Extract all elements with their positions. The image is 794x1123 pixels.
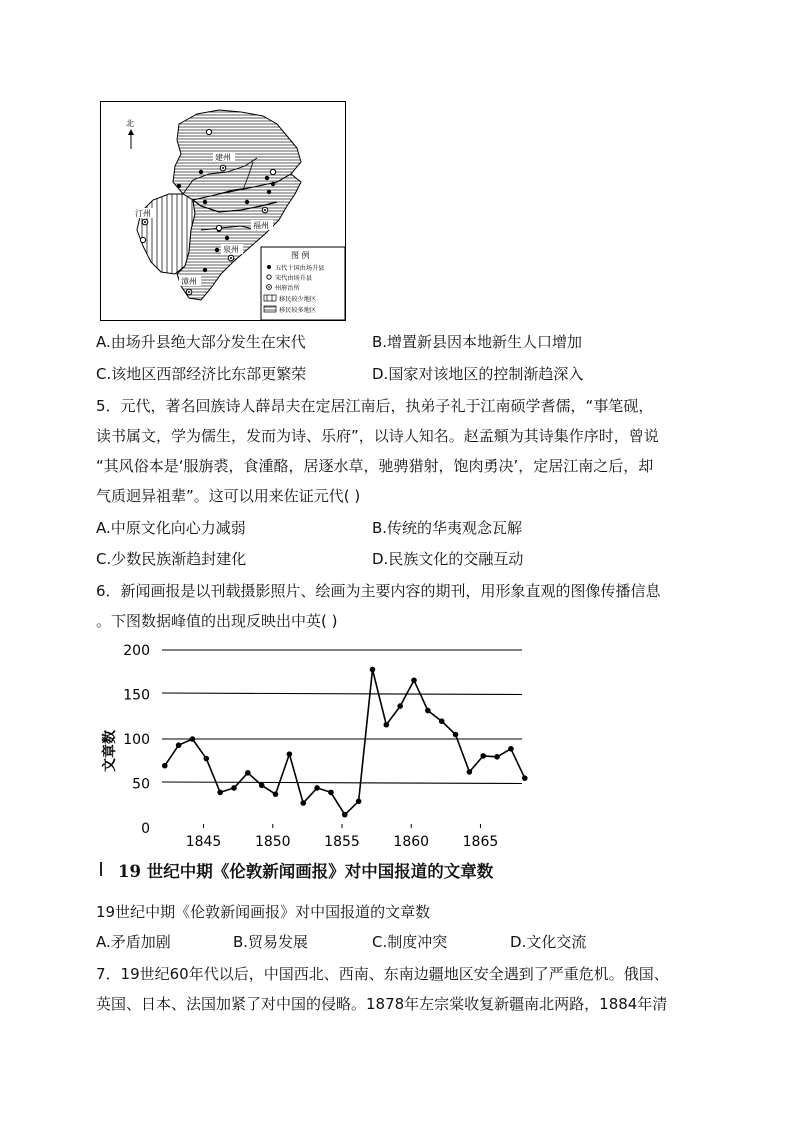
q6-stem-line2: 。下图数据峰值的出现反映出中英( ) bbox=[96, 612, 338, 630]
data-point bbox=[384, 722, 390, 728]
q6-stem-line1: 6．新闻画报是以刊载摄影照片、绘画为主要内容的期刊，用形象直观的图像传播信息 bbox=[96, 582, 661, 600]
data-point bbox=[508, 746, 514, 752]
y-tick-label: 0 bbox=[141, 821, 150, 837]
data-point bbox=[204, 756, 210, 762]
map-legend bbox=[261, 247, 345, 320]
data-point bbox=[467, 769, 473, 775]
legend-item: 宋代由场升县 bbox=[275, 275, 313, 282]
data-point bbox=[425, 708, 431, 714]
legend-filled-dot-icon bbox=[267, 265, 271, 269]
y-axis-label: 文章数 bbox=[102, 730, 118, 772]
grid-line bbox=[162, 693, 522, 695]
q5-stem-line3: “其风俗本是‘服旃裘，食湩酪，居逐水草，驰骋猎射，饱肉勇决’，定居江南之后，却 bbox=[96, 457, 654, 475]
q6-figure-caption: 19世纪中期《伦敦新闻画报》对中国报道的文章数 bbox=[96, 903, 431, 921]
q6-option-b: B.贸易发展 bbox=[233, 933, 309, 951]
y-tick-label: 100 bbox=[123, 732, 150, 748]
legend-vstripe-swatch bbox=[264, 295, 276, 301]
label-fuzhou: 福州 bbox=[253, 221, 269, 230]
q4-option-c: C.该地区西部经济比东部更繁荣 bbox=[96, 365, 307, 383]
label-zhangzhou: 漳州 bbox=[181, 277, 197, 286]
data-point bbox=[328, 790, 334, 796]
y-tick-label: 200 bbox=[123, 643, 150, 659]
label-tingzhou: 汀州 bbox=[135, 209, 151, 218]
q4-option-a: A.由场升县绝大部分发生在宋代 bbox=[96, 333, 306, 351]
data-point bbox=[370, 667, 376, 673]
data-point bbox=[162, 763, 168, 769]
data-point bbox=[453, 732, 459, 738]
data-point bbox=[356, 799, 362, 805]
legend-hstripe-swatch bbox=[264, 306, 276, 312]
legend-item: 州府治所 bbox=[275, 285, 300, 292]
north-arrow-icon bbox=[128, 129, 134, 149]
data-point bbox=[287, 751, 293, 757]
legend-item: 移民较少地区 bbox=[279, 296, 317, 303]
label-jianzhou: 建州 bbox=[215, 153, 231, 162]
q5-stem-line2: 读书属文，学为儒生，发而为诗、乐府”，以诗人知名。赵孟頫为其诗集作序时，曾说 bbox=[96, 427, 659, 445]
q7-stem-line1: 7．19世纪60年代以后，中国西北、西南、东南边疆地区安全遇到了严重危机。俄国、 bbox=[96, 965, 669, 983]
q6-option-d: D.文化交流 bbox=[510, 933, 587, 951]
chart-title: 19 世纪中期《伦敦新闻画报》对中国报道的文章数 bbox=[118, 862, 494, 881]
x-tick-label: 1845 bbox=[185, 834, 222, 846]
data-point bbox=[176, 742, 182, 748]
x-tick-label: 1850 bbox=[254, 834, 291, 846]
data-point bbox=[439, 718, 445, 724]
y-tick-label: 50 bbox=[132, 776, 150, 793]
x-tick-label: 1865 bbox=[462, 834, 499, 846]
caption-marker bbox=[100, 862, 102, 876]
q5-stem-line1: 5．元代，著名回族诗人薛昂夫在定居江南后，执弟子礼于江南硕学耆儒，“事笔砚， bbox=[96, 397, 654, 415]
data-point bbox=[494, 754, 500, 760]
north-label: 北 bbox=[126, 119, 134, 128]
q6-option-a: A.矛盾加剧 bbox=[96, 933, 171, 951]
q7-stem-line2: 英国、日本、法国加紧了对中国的侵略。1878年左宗棠收复新疆南北两路，1884年清 bbox=[96, 995, 668, 1013]
data-point bbox=[522, 775, 528, 781]
q5-option-a: A.中原文化向心力减弱 bbox=[96, 519, 246, 537]
map-graphic bbox=[101, 102, 345, 320]
data-point bbox=[273, 791, 279, 797]
fujian-map-figure bbox=[100, 101, 346, 321]
data-point bbox=[245, 770, 251, 776]
data-point bbox=[190, 736, 196, 742]
legend-item: 移民较多地区 bbox=[279, 307, 317, 314]
q6-option-c: C.制度冲突 bbox=[372, 933, 448, 951]
article-count-chart bbox=[100, 636, 560, 886]
x-tick-label: 1855 bbox=[324, 834, 360, 846]
q4-option-b: B.增置新县因本地新生人口增加 bbox=[372, 333, 583, 351]
data-point bbox=[231, 785, 237, 791]
q4-option-d: D.国家对该地区的控制渐趋深入 bbox=[372, 365, 584, 383]
legend-hollow-dot-icon bbox=[267, 275, 271, 279]
q5-option-d: D.民族文化的交融互动 bbox=[372, 550, 524, 568]
chart-svg bbox=[100, 636, 560, 846]
data-point bbox=[480, 753, 486, 759]
data-point bbox=[411, 677, 417, 683]
q5-option-c: C.少数民族渐趋封建化 bbox=[96, 550, 247, 568]
data-point bbox=[217, 790, 223, 796]
legend-title: 图 例 bbox=[291, 251, 310, 260]
data-point bbox=[300, 800, 306, 806]
label-quanzhou: 泉州 bbox=[223, 245, 239, 254]
q5-stem-line4: 气质迥异祖辈”。这可以用来佐证元代( ) bbox=[96, 487, 361, 505]
q5-option-b: B.传统的华夷观念瓦解 bbox=[372, 519, 523, 537]
y-tick-label: 150 bbox=[123, 687, 150, 704]
data-point bbox=[259, 782, 265, 788]
data-point bbox=[397, 703, 403, 709]
legend-item: 五代十国由场升县 bbox=[275, 265, 325, 272]
data-point bbox=[342, 812, 348, 818]
data-point bbox=[314, 785, 320, 791]
x-tick-label: 1860 bbox=[393, 834, 430, 846]
